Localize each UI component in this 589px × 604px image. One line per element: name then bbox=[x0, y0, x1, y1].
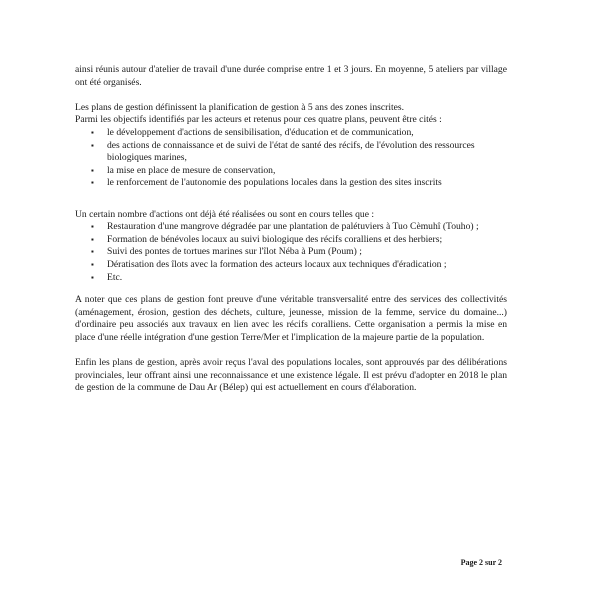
bullet-icon: ▪ bbox=[91, 127, 94, 137]
list-item: ▪ le développement d'actions de sensibilisation, d'éducation et de communication, bbox=[91, 126, 414, 138]
bullet-icon: ▪ bbox=[91, 272, 94, 282]
list-item: ▪ le renforcement de l'autonomie des populations locales dans la gestion des sites inscrits bbox=[91, 177, 442, 189]
approval-paragraph: Enfin les plans de gestion, après avoir reçus l'aval des populations locales, sont approuvés par des délibérations provinciales, leur offrant ainsi une reconnaissance et une existence légale. Il est prévu d'adopter en 2018 le plan de gestion de la commune de Dau Ar (Bélep) qui est actuellement en cours d'élaboration. bbox=[75, 357, 507, 394]
list-item: ▪ Formation de bénévoles locaux au suivi biologique des récifs coralliens et des herbiers; bbox=[91, 233, 443, 245]
list-item: ▪ Restauration d'une mangrove dégradée par une plantation de palétuviers à Tuo Cèmuhî (Touho) ; bbox=[91, 221, 479, 233]
bullet-icon: ▪ bbox=[91, 165, 94, 175]
document-body bbox=[75, 64, 507, 407]
list-item: ▪ Dératisation des îlots avec la formation des acteurs locaux aux techniques d'éradication ; bbox=[91, 258, 447, 270]
list-item: ▪ des actions de connaissance et de suivi de l'état de santé des récifs, de l'évolution des ressources biologiques marines, bbox=[91, 139, 475, 164]
objectives-intro-paragraph: Parmi les objectifs identifiés par les acteurs et retenus pour ces quatre plans, peuvent être cités : bbox=[75, 114, 442, 126]
page-number: Page 2 sur 2 bbox=[460, 558, 502, 567]
bullet-icon: ▪ bbox=[91, 259, 94, 269]
bullet-icon: ▪ bbox=[91, 178, 94, 188]
list-item: ▪ Suivi des pontes de tortues marines sur l'îlot Néba à Pum (Poum) ; bbox=[91, 246, 362, 258]
bullet-icon: ▪ bbox=[91, 234, 94, 244]
objectives-list bbox=[75, 127, 507, 190]
actions-list bbox=[75, 221, 507, 284]
list-item: ▪ Etc. bbox=[91, 271, 123, 283]
intro-paragraph: ainsi réunis autour d'atelier de travail d'une durée comprise entre 1 et 3 jours. En moyenne, 5 ateliers par village ont été organisés. bbox=[75, 64, 507, 88]
actions-intro-paragraph: Un certain nombre d'actions ont déjà été réalisées ou sont en cours telles que : bbox=[75, 208, 375, 220]
spacer bbox=[75, 196, 507, 209]
bullet-icon: ▪ bbox=[91, 140, 94, 150]
plans-definition-paragraph: Les plans de gestion définissent la planification de gestion à 5 ans des zones inscrites. bbox=[75, 101, 405, 113]
transversality-paragraph: A noter que ces plans de gestion font preuve d'une véritable transversalité entre des services des collectivités (aménagement, érosion, gestion des déchets, culture, jeunesse, mission de la femme, service du domaine...) d'ordinaire peu associés aux travaux en lien avec les récifs coralliens. Cette organisation a permis la mise en place d'une réelle intégration d'une gestion Terre/Mer et l'implication de la majeure partie de la population. bbox=[75, 294, 507, 343]
bullet-icon: ▪ bbox=[91, 222, 94, 232]
bullet-icon: ▪ bbox=[91, 247, 94, 257]
list-item: ▪ la mise en place de mesure de conservation, bbox=[91, 164, 276, 176]
